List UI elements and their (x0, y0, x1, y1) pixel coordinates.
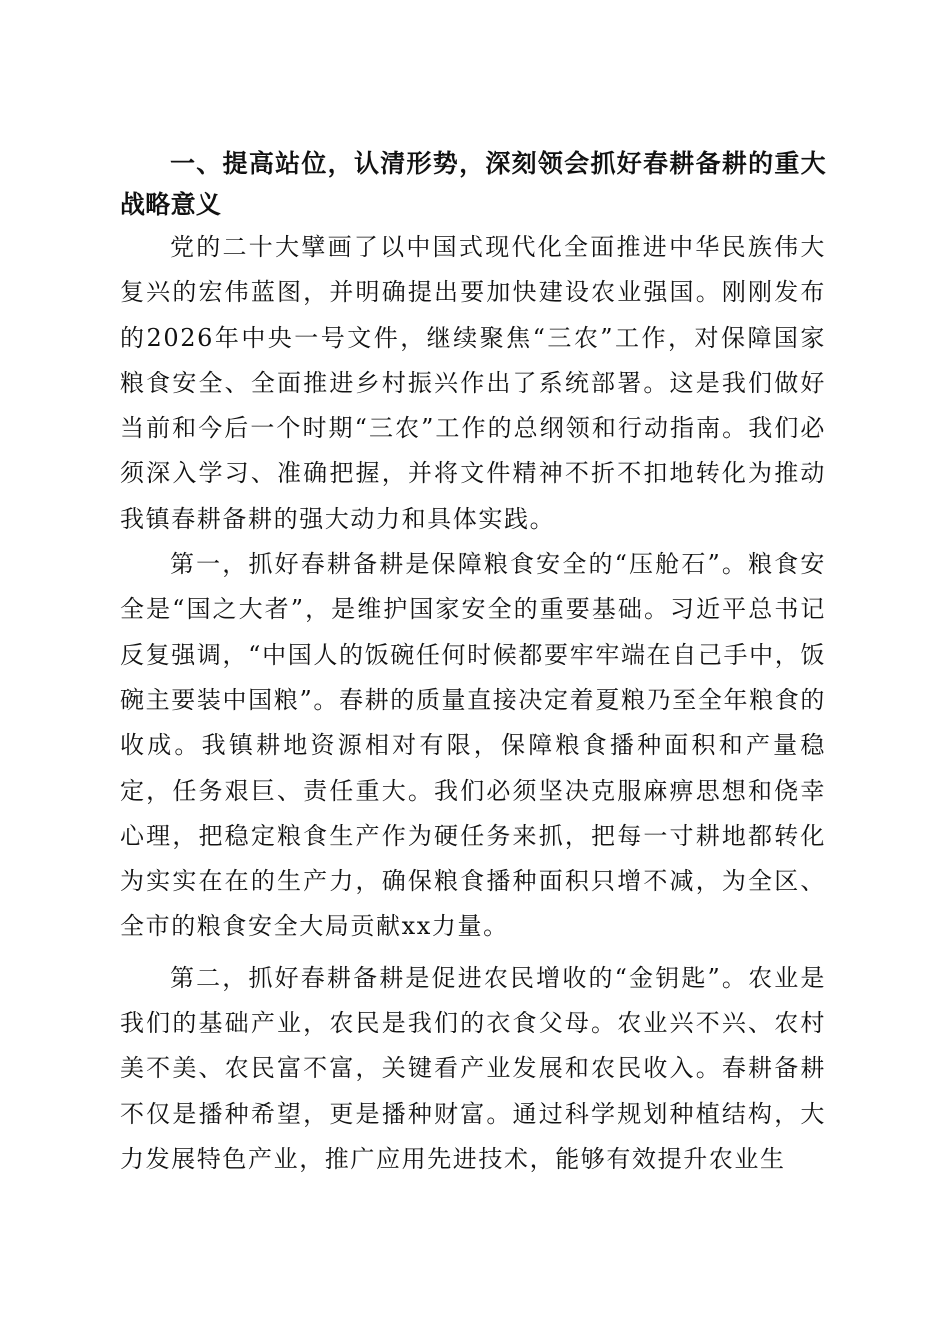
section-heading: 一、提高站位，认清形势，深刻领会抓好春耕备耕的重大战略意义 (120, 149, 826, 219)
paragraph-second-point: 第二，抓好春耕备耕是促进农民增收的“金钥匙”。农业是我们的基础产业，农民是我们的衣食父母。农业兴不兴、农村美不美、农民富不富，关键看产业发展和农民收入。春耕备耕不仅是播种希望，更是播种财富。通过科学规划种植结构，大力发展特色产业，推广应用先进技术，能够有效提升农业生 (120, 963, 826, 1173)
document-body (120, 143, 826, 1182)
paragraph-intro: 党的二十大擘画了以中国式现代化全面推进中华民族伟大复兴的宏伟蓝图，并明确提出要加快建设农业强国。刚刚发布的2026年中央一号文件，继续聚焦“三农”工作，对保障国家粮食安全、全面推进乡村振兴作出了系统部署。这是我们做好当前和今后一个时期“三农”工作的总纲领和行动指南。我们必须深入学习、准确把握，并将文件精神不折不扣地转化为推动我镇春耕备耕的强大动力和具体实践。 (120, 233, 826, 533)
paragraph-first-point: 第一，抓好春耕备耕是保障粮食安全的“压舱石”。粮食安全是“国之大者”，是维护国家安全的重要基础。习近平总书记反复强调，“中国人的饭碗任何时候都要牢牢端在自己手中，饭碗主要装中国粮”。春耕的质量直接决定着夏粮乃至全年粮食的收成。我镇耕地资源相对有限，保障粮食播种面积和产量稳定，任务艰巨、责任重大。我们必须坚决克服麻痹思想和侥幸心理，把稳定粮食生产作为硬任务来抓，把每一寸耕地都转化为实实在在的生产力，确保粮食播种面积只增不减，为全区、全市的粮食安全大局贡献xx力量。 (120, 550, 826, 941)
